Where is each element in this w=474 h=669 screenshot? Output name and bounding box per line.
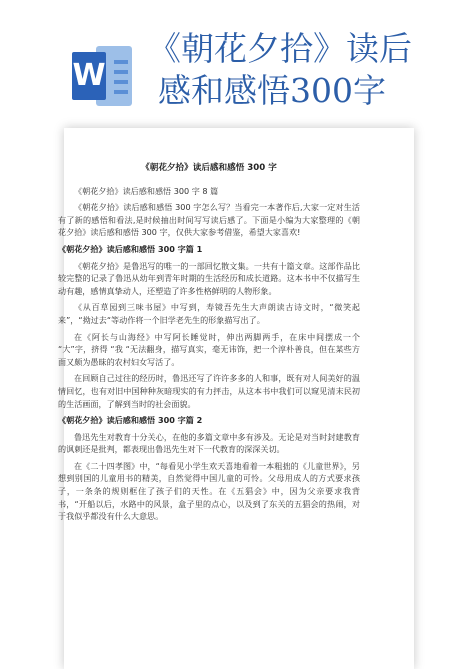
paragraph: 在《二十四孝图》中，“每看见小学生欢天喜地看着一本粗拙的《儿童世界》，另想到别国的儿童用书的精美，自然觉得中国儿童的可怜。父母用成人的方式要求孩子，一条条的规则框住了孩子们的天性。在《五猖会》中，因为父亲要求我背书，“开船以后，水路中的风景，盒子里的点心，以及到了东关的五猖会的热闹，对于我似乎都没有什么大意思。 [58,460,360,522]
word-icon-letter: W [72,58,106,93]
paragraph: 在回顾自己过往的经历时，鲁迅还写了许许多多的人和事，既有对人间美好的温情回忆，也有对旧中国种种灰暗现实的有力抨击，从这本书中我们可以窥见清末民初的生活画面，了解到当时的社会面貌。 [58,373,360,409]
section-heading: 《朝花夕拾》读后感和感悟 300 字篇 1 [58,243,203,254]
paragraph: 《从百草园到三味书屋》中写到，寿镜吾先生大声朗读古诗文时，“微笑起来”，“拗过去“等动作将一个旧学老先生的形象描写出了。 [58,302,360,325]
paragraph: 《朝花夕拾》读后感和感悟 300 字怎么写？当看完一本著作后,大家一定对生活有了新的感悟和看法,是时候抽出时间写写读后感了。下面是小编为大家整理的《朝花夕拾》读后感和感悟 300 字，仅供大家参考借鉴，希望大家喜欢! [58,202,360,238]
paragraph: 在《阿长与山海经》中写阿长睡觉时，伸出两脚两手，在床中间摆成一个 “大”字，挤得 “我 “无法翻身，描写真实，毫无讳饰，把一个淳朴善良，但在某些方面又颇为愚昧的农村妇女写活了。 [58,331,360,367]
paragraph: 鲁迅先生对教育十分关心，在他的多篇文章中多有涉及。无论是对当时封建教育的讽刺还是批判，都表现出鲁迅先生对下一代教育的深深关切。 [58,431,360,455]
title-line-1: 《朝花夕拾》读后 [148,29,412,68]
paragraph: 《朝花夕拾》是鲁迅写的唯一的一部回忆散文集。一共有十篇文章。这部作品比较完整的记录了鲁迅从幼年到青年时期的生活经历和成长道路。这本书中不仅描写生动有趣，感情真挚动人，还塑造了许多性格鲜明的人物形象。 [58,260,360,296]
section-heading: 《朝花夕拾》读后感和感悟 300 字篇 2 [58,415,203,426]
document-body [58,162,360,523]
page-title [148,28,468,112]
document-title: 《朝花夕拾》读后感和感悟 300 字 [141,163,277,173]
paragraph: 《朝花夕拾》读后感和感悟 300 字 8 篇 [74,185,219,196]
word-icon [72,44,134,108]
title-line-2: 感和感悟300字 [158,71,386,110]
header-banner [0,0,474,125]
